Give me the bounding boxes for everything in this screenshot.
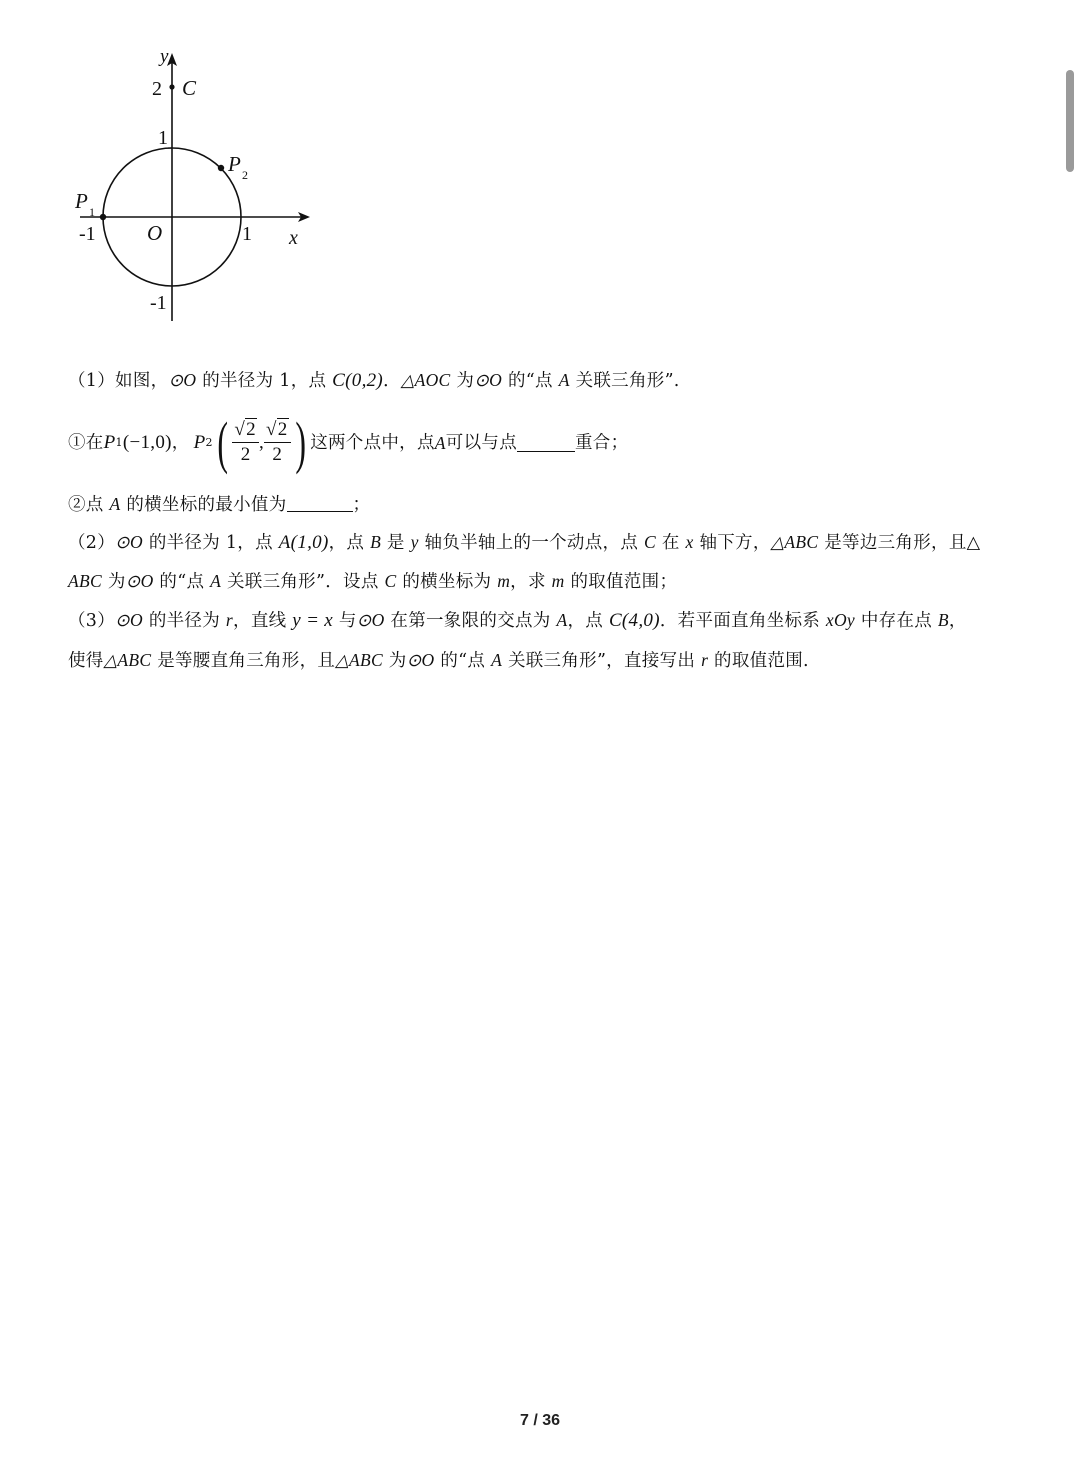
tick-y-neg1: -1 [150,292,167,314]
tick-x-1: 1 [242,223,252,245]
point-p1-dot [100,214,106,220]
part3-line1: （3）⊙O 的半径为 r，直线 y = x 与⊙O 在第一象限的交点为 A，点 C(4,0)．若平面直角坐标系 xOy 中存在点 B， [68,610,967,631]
tick-x-neg1: -1 [79,223,96,245]
point-p2-dot [218,165,224,171]
p2-sub: 2 [242,168,248,182]
right-paren: ) [294,410,306,475]
point-c-dot [169,84,174,89]
fraction-sqrt2-over-2: $\frac{√2}{2}$ [232,419,259,467]
part1-question2: ②点 A 的横坐标的最小值为 ； [68,494,371,515]
part2-line1: （2）⊙O 的半径为 1，点 A(1,0)，点 B 是 y 轴负半轴上的一个动点，点 C 在 x 轴下方，△ABC 是等边三角形，且△ [68,532,981,553]
point-c-label: C [182,76,197,100]
p2-label: P [228,152,241,176]
page-number: 7 / 36 [519,1412,561,1429]
coordinate-figure [60,40,330,330]
part2-line2: ABC 为⊙O 的“点 A 关联三角形”．设点 C 的横坐标为 m，求 m 的取值范围； [68,571,678,592]
p1-label: P [75,189,88,213]
answer-blank-1[interactable] [517,435,575,452]
answer-blank-2[interactable] [287,495,353,512]
part3-line2: 使得△ABC 是等腰直角三角形，且△ABC 为⊙O 的“点 A 关联三角形”，直接写出 r 的取值范围. [68,650,809,671]
vertical-scrollbar[interactable] [1066,70,1074,172]
part1-question1: ①在 P 1 (−1,0) ， P 2 ( $\frac{√2}{2}$ , $\frac{√2}{2}$ ) 这两个点中，点 A 可以与点 重合； [68,410,629,475]
axis-y-label: y [160,46,169,67]
fraction-sqrt2-over-2-b: $\frac{√2}{2}$ [264,419,291,467]
tick-y-2: 2 [152,78,162,100]
part1-intro: （1）如图，⊙O 的半径为 1，点 C(0,2)．△AOC 为⊙O 的“点 A 关联三角形”. [68,370,680,391]
tick-y-1: 1 [158,127,168,149]
p1-sub: 1 [89,205,95,219]
left-paren: ( [217,410,228,475]
axis-x-label: x [289,227,298,249]
origin-label: O [147,221,163,245]
